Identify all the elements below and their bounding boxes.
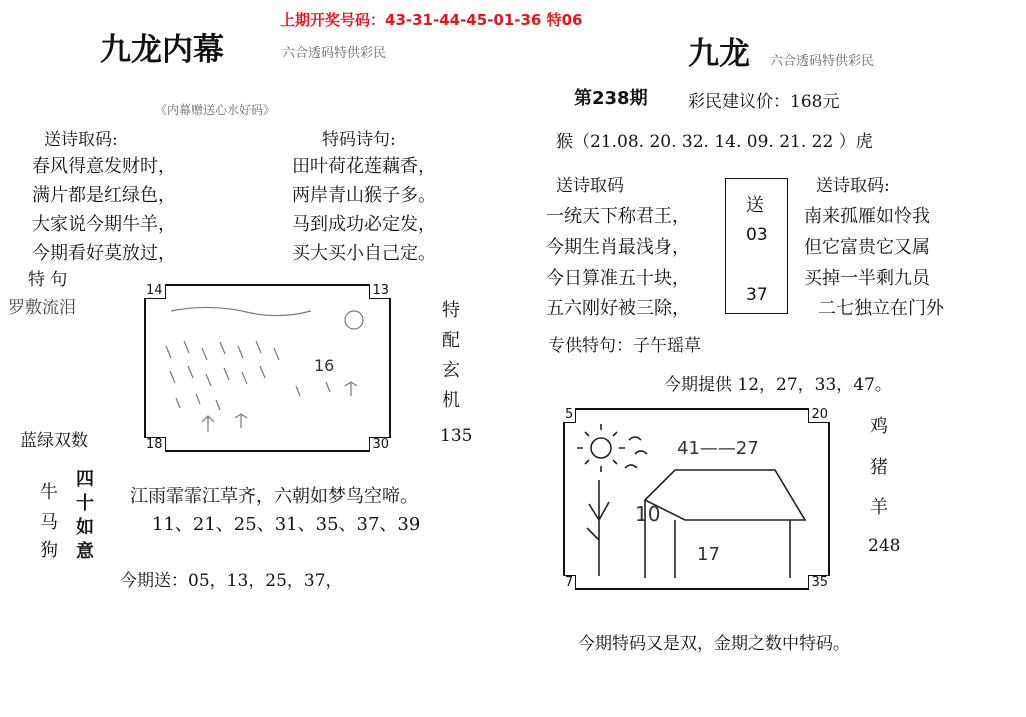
right-poem-line: 二七独立在门外 — [818, 298, 944, 319]
left-special-line: 买大买小自己定。 — [292, 243, 436, 264]
left-picture-box — [144, 284, 391, 452]
side-char: 特 — [442, 300, 460, 321]
left-box-corner-tr: 13 — [369, 284, 391, 299]
four-ten-char: 十 — [76, 493, 94, 514]
side-phrase: 罗敷流泪 — [8, 298, 76, 318]
last-draw-header: 上期开奖号码：43-31-44-45-01-36 特06 — [280, 11, 583, 29]
right-poem-label-right: 送诗取码: — [816, 176, 890, 196]
side-char: 玄 — [442, 360, 460, 381]
zodiac-item: 狗 — [40, 540, 58, 561]
right-picture-box — [563, 408, 830, 590]
side-char: 机 — [442, 390, 460, 411]
right-box-corner-br: 35 — [808, 575, 830, 590]
left-note: 《内幕赠送心水好码》 — [155, 103, 276, 117]
right-box-corner-tl: 5 — [563, 408, 576, 423]
right-poem-line: 买掉一半剩九员 — [804, 268, 930, 289]
numbers-line: 11、21、25、31、35、37、39 — [152, 514, 421, 535]
zodiac-item: 猪 — [870, 457, 888, 478]
right-sketch-number: 10 — [635, 502, 661, 526]
left-poem-line: 春风得意发财时， — [32, 156, 176, 177]
left-poem-line: 大家说今期牛羊， — [32, 214, 176, 235]
side-char: 配 — [442, 330, 460, 351]
left-special-line: 田叶荷花莲藕香， — [292, 156, 436, 177]
left-poem-line: 今期看好莫放过， — [32, 243, 176, 264]
special-sentence-label: 特 句 — [28, 270, 68, 290]
verse-line: 江雨霏霏江草齐，六朝如梦鸟空啼。 — [130, 486, 418, 507]
number-row: 猴（21.08. 20. 32. 14. 09. 21. 22 ）虎 — [556, 132, 873, 152]
right-title: 九龙 — [688, 36, 750, 72]
send-box — [725, 178, 788, 314]
rain-sketch-icon — [146, 286, 389, 450]
right-footer: 今期特码又是双，金期之数中特码。 — [578, 634, 850, 654]
provide-line: 今期提供 12，27，33，47。 — [664, 375, 892, 395]
right-poem-line: 五六刚好被三除， — [546, 298, 690, 319]
right-sketch-number: 17 — [697, 544, 720, 565]
zodiac-item: 牛 — [40, 482, 58, 503]
right-subtitle: 六合透码特供彩民 — [770, 54, 875, 69]
left-special-line: 两岸青山猴子多。 — [292, 185, 436, 206]
four-ten-char: 如 — [76, 517, 94, 538]
left-side-number: 135 — [440, 426, 473, 446]
price-label: 彩民建议价：168元 — [688, 92, 840, 112]
send-line: 今期送：05，13，25，37， — [120, 571, 343, 591]
right-box-corner-tr: 20 — [808, 408, 830, 423]
right-poem-line: 一统天下称君王， — [546, 206, 690, 227]
blue-green-label: 蓝绿双数 — [20, 431, 88, 451]
left-special-label: 特码诗句: — [322, 130, 396, 150]
zodiac-item: 马 — [40, 512, 58, 533]
left-box-corner-tl: 14 — [144, 284, 166, 299]
right-sketch-number: 41——27 — [677, 438, 759, 459]
four-ten-char: 意 — [76, 541, 94, 562]
left-box-corner-bl: 18 — [144, 437, 166, 452]
zodiac-item: 羊 — [870, 497, 888, 518]
right-poem-line: 南来孤雁如怜我 — [804, 206, 930, 227]
left-poem-label: 送诗取码: — [44, 130, 118, 150]
left-sketch-number: 16 — [314, 356, 335, 375]
left-special-line: 马到成功必定发， — [292, 214, 436, 235]
right-poem-line: 今期生肖最浅身， — [546, 237, 690, 258]
left-box-corner-br: 30 — [369, 437, 391, 452]
left-subtitle: 六合透码特供彩民 — [282, 46, 387, 61]
right-box-corner-bl: 7 — [563, 575, 576, 590]
send-box-number: 37 — [746, 285, 768, 305]
right-poem-label-left: 送诗取码 — [556, 176, 624, 196]
right-poem-line: 但它富贵它又属 — [804, 237, 930, 258]
left-title: 九龙内幕 — [100, 32, 224, 68]
right-side-number: 248 — [868, 536, 901, 556]
zodiac-item: 鸡 — [870, 416, 888, 437]
left-poem-line: 满片都是红绿色， — [32, 185, 176, 206]
special-phrase: 专供特句：子午瑶草 — [548, 336, 701, 356]
send-box-number: 03 — [746, 225, 768, 245]
four-ten-char: 四 — [76, 469, 94, 490]
issue-number: 第238期 — [574, 88, 648, 109]
right-poem-line: 今日算准五十块， — [546, 268, 690, 289]
send-box-char: 送 — [746, 195, 764, 216]
